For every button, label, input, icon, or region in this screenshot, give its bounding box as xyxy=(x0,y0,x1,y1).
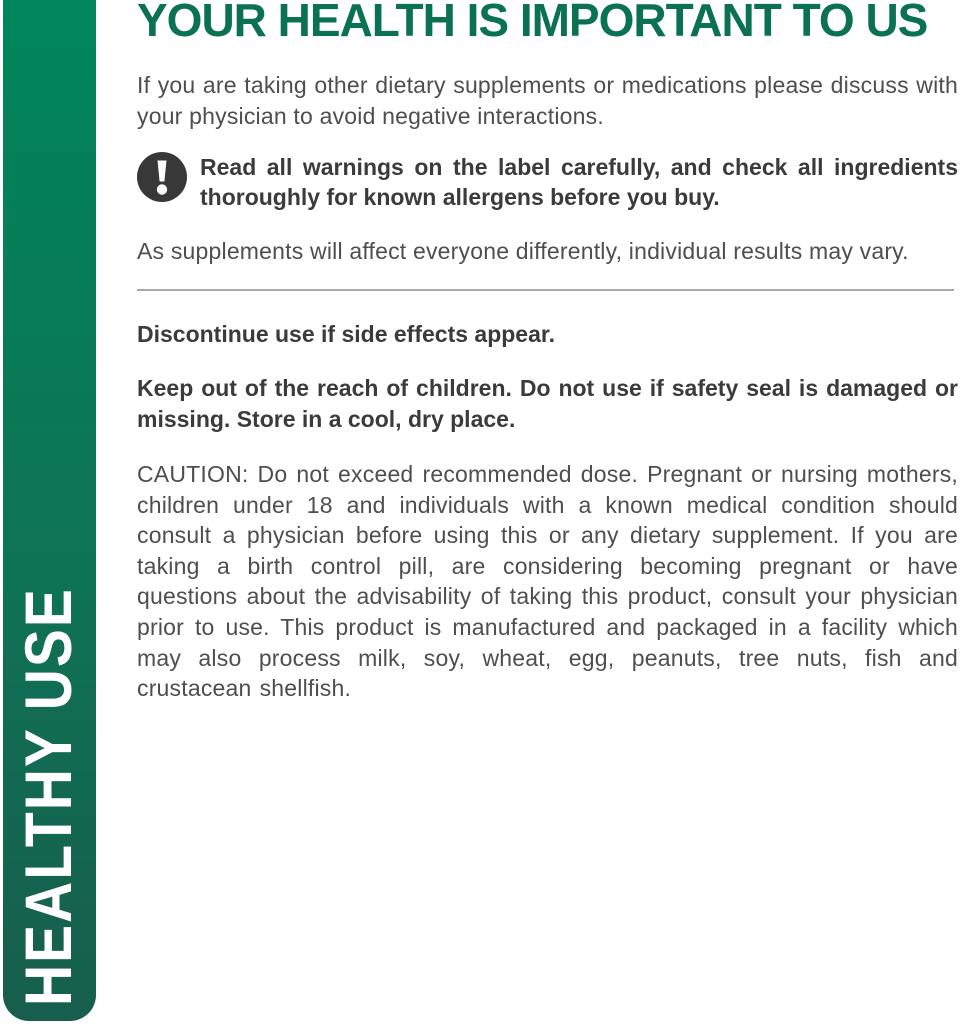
intro-paragraph: If you are taking other dietary supplements or medications please discuss with your physician to avoid negative interactions. xyxy=(137,72,958,129)
healthy-use-banner xyxy=(3,0,96,1021)
warning-callout xyxy=(137,152,958,212)
page-title: YOUR HEALTH IS IMPORTANT TO US xyxy=(137,0,928,46)
label-text-panel xyxy=(137,0,958,704)
discontinue-warning: Discontinue use if side effects appear. xyxy=(137,321,555,347)
warning-exclamation-icon xyxy=(137,152,187,202)
caution-paragraph: CAUTION: Do not exceed recommended dose. Pregnant or nursing mothers, children under 18 and individuals with a known medical condition should consult a physician before using this or any dietary supplement. If you are taking a birth control pill, are considering becoming pregnant or have questions about the advisability of taking this product, consult your physician prior to use. This product is manufactured and packaged in a facility which may also process milk, soy, wheat, egg, peanuts, tree nuts, fish and crustacean shellfish. xyxy=(137,461,958,702)
results-note: As supplements will affect everyone differently, individual results may vary. xyxy=(137,238,909,264)
storage-warning: Keep out of the reach of children. Do not use if safety seal is damaged or missing. Store in a cool, dry place. xyxy=(137,375,958,432)
banner-vertical-label: HEALTHY USE xyxy=(12,587,86,1006)
section-divider xyxy=(137,289,954,291)
warning-text: Read all warnings on the label carefully, and check all ingredients thoroughly for known allergens before you buy. xyxy=(200,154,958,210)
